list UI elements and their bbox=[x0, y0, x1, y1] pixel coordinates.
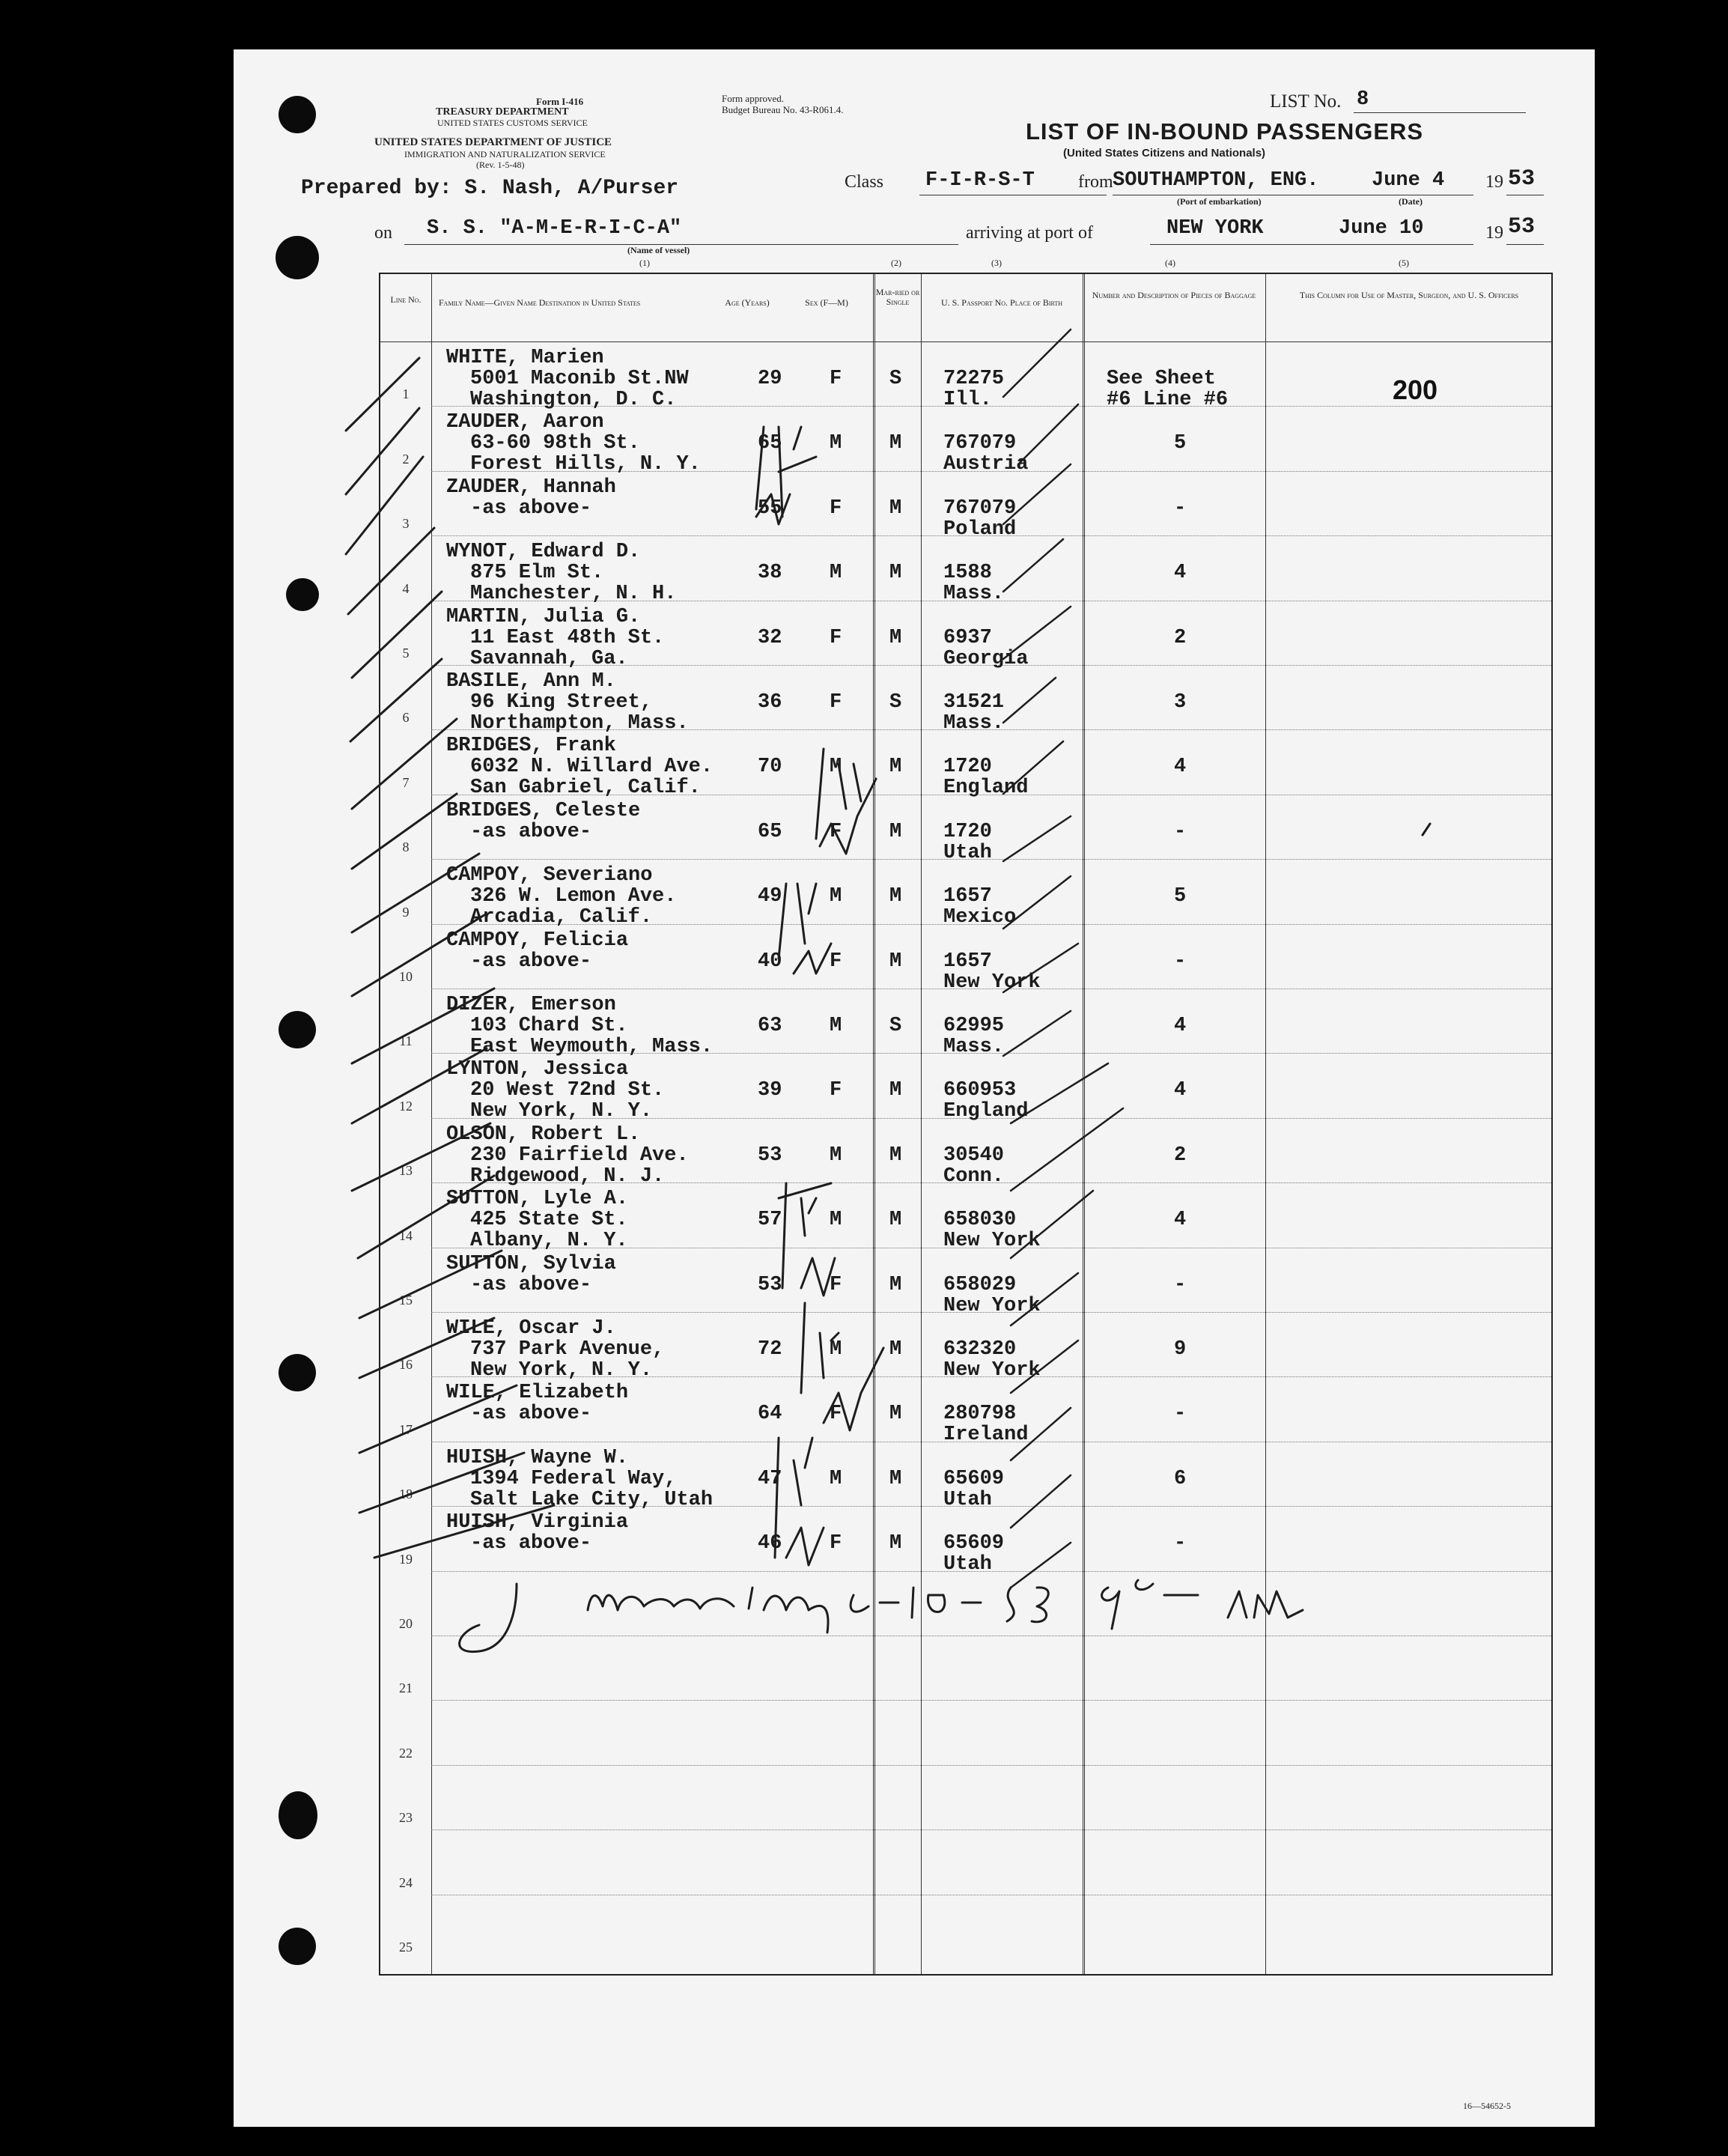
passport-number: 62995 bbox=[943, 1015, 1005, 1037]
baggage-count: 3 bbox=[1174, 691, 1187, 714]
passenger-city: Manchester, N. H. bbox=[470, 583, 677, 606]
line-number: 16 bbox=[399, 1357, 413, 1373]
binder-hole bbox=[286, 578, 319, 611]
passenger-address: 425 State St. bbox=[470, 1209, 628, 1232]
place-of-birth: Utah bbox=[943, 841, 992, 864]
passenger-age: 53 bbox=[758, 1144, 782, 1167]
col-divider bbox=[431, 274, 432, 1974]
passport-number: 280798 bbox=[943, 1403, 1017, 1426]
header-officers: This Column for Use of Master, Surgeon, and U. S. Officers bbox=[1299, 290, 1519, 300]
line-number: 1 bbox=[402, 386, 410, 402]
passenger-name: HUISH, Wayne W. bbox=[446, 1446, 629, 1469]
class-value: F-I-R-S-T bbox=[925, 169, 1035, 192]
passenger-marital-status: S bbox=[889, 691, 902, 714]
col-divider bbox=[1083, 274, 1085, 1974]
passenger-sex: F bbox=[830, 497, 842, 520]
line-number: 19 bbox=[399, 1551, 413, 1567]
col-divider bbox=[873, 274, 875, 1974]
place-of-birth: New York bbox=[943, 1294, 1041, 1317]
passenger-marital-status: S bbox=[889, 1015, 902, 1037]
binder-hole bbox=[279, 96, 316, 133]
baggage-count: 4 bbox=[1174, 1015, 1187, 1037]
baggage-count: - bbox=[1174, 1273, 1187, 1296]
baggage-count: 4 bbox=[1174, 756, 1187, 779]
passenger-sex: M bbox=[830, 1467, 842, 1490]
passenger-marital-status: M bbox=[889, 1209, 902, 1232]
baggage-count: 5 bbox=[1174, 885, 1187, 908]
passport-number: 31521 bbox=[943, 691, 1005, 714]
row-divider bbox=[431, 1765, 1551, 1766]
passenger-marital-status: S bbox=[889, 368, 902, 390]
baggage-count: 2 bbox=[1174, 1144, 1187, 1167]
header-passport: U. S. Passport No. Place of Birth bbox=[940, 297, 1063, 308]
list-number-label: LIST No. bbox=[1270, 91, 1342, 112]
place-of-birth: England bbox=[943, 1100, 1029, 1123]
arrival-year-prefix: 19 bbox=[1485, 223, 1503, 243]
arrival-year: 53 bbox=[1508, 214, 1536, 240]
passenger-age: 38 bbox=[758, 562, 782, 585]
line-number: 25 bbox=[399, 1940, 413, 1955]
passenger-address: 63-60 98th St. bbox=[470, 432, 640, 455]
binder-hole bbox=[279, 1011, 316, 1048]
baggage-count: 4 bbox=[1174, 562, 1187, 585]
arrival-line bbox=[1150, 217, 1473, 245]
passenger-address: -as above- bbox=[470, 1403, 592, 1426]
passenger-marital-status: M bbox=[889, 1144, 902, 1167]
passenger-age: 40 bbox=[758, 950, 782, 973]
passenger-sex: F bbox=[830, 950, 842, 973]
baggage-count: 2 bbox=[1174, 626, 1187, 649]
vessel-line bbox=[404, 217, 958, 245]
passenger-sex: F bbox=[830, 1532, 842, 1555]
place-of-birth: Ireland bbox=[943, 1424, 1029, 1447]
passenger-age: 65 bbox=[758, 820, 782, 843]
header-divider bbox=[380, 341, 1551, 342]
passport-number: 658029 bbox=[943, 1273, 1017, 1296]
place-of-birth: New York bbox=[943, 971, 1041, 994]
line-number: 5 bbox=[402, 646, 410, 661]
passenger-address: -as above- bbox=[470, 1273, 592, 1296]
binder-hole bbox=[276, 236, 319, 279]
passenger-city: Salt Lake City, Utah bbox=[470, 1488, 714, 1511]
baggage-count: See Sheet bbox=[1107, 368, 1216, 390]
passport-number: 658030 bbox=[943, 1209, 1017, 1232]
passenger-marital-status: M bbox=[889, 820, 902, 843]
baggage-count: - bbox=[1174, 497, 1187, 520]
place-of-birth: Mass. bbox=[943, 583, 1005, 606]
line-number: 13 bbox=[399, 1163, 413, 1179]
passenger-marital-status: M bbox=[889, 1338, 902, 1361]
passenger-marital-status: M bbox=[889, 497, 902, 520]
baggage-count: 4 bbox=[1174, 1209, 1187, 1232]
class-label: Class bbox=[845, 172, 884, 192]
passenger-address: -as above- bbox=[470, 1532, 592, 1555]
line-number: 23 bbox=[399, 1810, 413, 1826]
baggage-count: 4 bbox=[1174, 1079, 1187, 1102]
embark-year: 53 bbox=[1508, 166, 1536, 192]
passenger-sex: M bbox=[830, 562, 842, 585]
place-of-birth: Poland bbox=[943, 517, 1017, 541]
embark-port-caption: (Port of embarkation) bbox=[1177, 196, 1262, 207]
date-caption: (Date) bbox=[1399, 196, 1423, 207]
passenger-sex: M bbox=[830, 1338, 842, 1361]
embark-year-prefix: 19 bbox=[1485, 172, 1503, 192]
passenger-sex: F bbox=[830, 368, 842, 390]
form-revision: (Rev. 1-5-48) bbox=[476, 160, 525, 170]
passenger-age: 72 bbox=[758, 1338, 782, 1361]
baggage-count: 9 bbox=[1174, 1338, 1187, 1361]
passenger-address: 11 East 48th St. bbox=[470, 626, 665, 649]
passenger-name: LYNTON, Jessica bbox=[446, 1058, 629, 1081]
page-title: LIST OF IN-BOUND PASSENGERS bbox=[1026, 118, 1424, 145]
header-married: Mar-ried or Single bbox=[875, 287, 920, 307]
passenger-marital-status: M bbox=[889, 1467, 902, 1490]
passenger-marital-status: M bbox=[889, 626, 902, 649]
passenger-name: SUTTON, Sylvia bbox=[446, 1252, 616, 1275]
passenger-sex: F bbox=[830, 820, 842, 843]
passenger-marital-status: M bbox=[889, 885, 902, 908]
baggage-count: 6 bbox=[1174, 1467, 1187, 1490]
passport-number: 30540 bbox=[943, 1144, 1005, 1167]
passenger-name: CAMPOY, Severiano bbox=[446, 864, 653, 887]
passport-number: 660953 bbox=[943, 1079, 1017, 1102]
on-label: on bbox=[374, 223, 392, 243]
passenger-age: 32 bbox=[758, 626, 782, 649]
arriving-label: arriving at port of bbox=[966, 223, 1093, 243]
passenger-sex: F bbox=[830, 1273, 842, 1296]
passenger-address: 737 Park Avenue, bbox=[470, 1338, 665, 1361]
baggage-note: #6 Line #6 bbox=[1107, 389, 1229, 411]
place-of-birth: Utah bbox=[943, 1488, 992, 1511]
passport-number: 1657 bbox=[943, 885, 992, 908]
baggage-count: - bbox=[1174, 1532, 1187, 1555]
passenger-name: WYNOT, Edward D. bbox=[446, 541, 641, 564]
passenger-age: 53 bbox=[758, 1273, 782, 1296]
line-number: 2 bbox=[402, 451, 410, 467]
col-num-2: (2) bbox=[891, 258, 901, 268]
passport-number: 1657 bbox=[943, 950, 992, 973]
line-number: 15 bbox=[399, 1293, 413, 1308]
binder-hole bbox=[279, 1791, 317, 1839]
place-of-birth: Mass. bbox=[943, 1036, 1005, 1058]
embark-port-line bbox=[1113, 169, 1382, 195]
passenger-city: New York, N. Y. bbox=[470, 1100, 653, 1123]
row-divider bbox=[431, 1829, 1551, 1830]
passenger-marital-status: M bbox=[889, 1079, 902, 1102]
place-of-birth: Utah bbox=[943, 1553, 992, 1576]
passenger-name: ZAUDER, Hannah bbox=[446, 476, 616, 499]
passenger-marital-status: M bbox=[889, 950, 902, 973]
passenger-address: -as above- bbox=[470, 820, 592, 843]
page-subtitle: (United States Citizens and Nationals) bbox=[1063, 147, 1266, 160]
passport-number: 632320 bbox=[943, 1338, 1017, 1361]
passport-number: 65609 bbox=[943, 1532, 1005, 1555]
passenger-address: 96 King Street, bbox=[470, 691, 653, 714]
line-number: 14 bbox=[399, 1227, 413, 1243]
line-number: 4 bbox=[402, 580, 410, 596]
line-number: 18 bbox=[399, 1487, 413, 1502]
passenger-address: 326 W. Lemon Ave. bbox=[470, 885, 677, 908]
passenger-sex: F bbox=[830, 626, 842, 649]
passenger-city: East Weymouth, Mass. bbox=[470, 1036, 714, 1058]
line-number: 7 bbox=[402, 774, 410, 790]
passenger-address: 6032 N. Willard Ave. bbox=[470, 756, 714, 779]
col-divider bbox=[921, 274, 922, 1974]
baggage-count: - bbox=[1174, 950, 1187, 973]
passenger-marital-status: M bbox=[889, 1532, 902, 1555]
passenger-age: 63 bbox=[758, 1015, 782, 1037]
officer-note: 200 bbox=[1393, 374, 1438, 405]
line-number: 12 bbox=[399, 1098, 413, 1114]
passport-number: 1720 bbox=[943, 820, 992, 843]
col-num-3: (3) bbox=[991, 258, 1002, 268]
place-of-birth: England bbox=[943, 777, 1029, 800]
passenger-age: 65 bbox=[758, 432, 782, 455]
passenger-age: 47 bbox=[758, 1467, 782, 1490]
place-of-birth: Ill. bbox=[943, 389, 992, 411]
passenger-city: Washington, D. C. bbox=[470, 389, 677, 411]
dept-treasury: TREASURY DEPARTMENT bbox=[436, 106, 569, 118]
passenger-name: CAMPOY, Felicia bbox=[446, 929, 629, 952]
passenger-marital-status: M bbox=[889, 562, 902, 585]
arrival-port: NEW YORK bbox=[1166, 217, 1264, 240]
col-num-5: (5) bbox=[1399, 258, 1409, 268]
passenger-marital-status: M bbox=[889, 1273, 902, 1296]
passenger-name: WILE, Oscar J. bbox=[446, 1317, 616, 1340]
passenger-age: 46 bbox=[758, 1532, 782, 1555]
embark-date: June 4 bbox=[1372, 169, 1445, 192]
baggage-count: - bbox=[1174, 1403, 1187, 1426]
passenger-age: 70 bbox=[758, 756, 782, 779]
passenger-sex: M bbox=[830, 756, 842, 779]
passenger-address: 20 West 72nd St. bbox=[470, 1079, 665, 1102]
from-label: from bbox=[1078, 172, 1113, 192]
place-of-birth: Georgia bbox=[943, 647, 1029, 670]
passenger-sex: F bbox=[830, 1079, 842, 1102]
line-number: 10 bbox=[399, 969, 413, 984]
place-of-birth: New York bbox=[943, 1230, 1041, 1253]
budget-bureau: Budget Bureau No. 43-R061.4. bbox=[722, 104, 844, 115]
passport-number: 1588 bbox=[943, 562, 992, 585]
arrival-year-line bbox=[1506, 214, 1544, 245]
passenger-address: 230 Fairfield Ave. bbox=[470, 1144, 689, 1167]
line-number: 9 bbox=[402, 904, 410, 920]
passenger-city: Albany, N. Y. bbox=[470, 1230, 628, 1253]
place-of-birth: Mass. bbox=[943, 712, 1005, 735]
place-of-birth: New York bbox=[943, 1359, 1041, 1382]
passenger-city: San Gabriel, Calif. bbox=[470, 777, 701, 800]
header-baggage: Number and Description of Pieces of Baggage bbox=[1092, 290, 1256, 300]
passenger-address: 5001 Maconib St.NW bbox=[470, 368, 689, 390]
passenger-age: 64 bbox=[758, 1403, 782, 1426]
passenger-address: 1394 Federal Way, bbox=[470, 1467, 677, 1490]
passenger-name: DIZER, Emerson bbox=[446, 994, 616, 1016]
header-name: Family Name—Given Name Destination in United States bbox=[439, 297, 641, 308]
list-number: 8 bbox=[1357, 88, 1369, 111]
passenger-city: Savannah, Ga. bbox=[470, 647, 628, 670]
line-number: 11 bbox=[399, 1033, 413, 1049]
line-number: 6 bbox=[402, 710, 410, 726]
passenger-city: Arcadia, Calif. bbox=[470, 906, 653, 929]
passenger-age: 57 bbox=[758, 1209, 782, 1232]
place-of-birth: Mexico bbox=[943, 906, 1017, 929]
passenger-name: BASILE, Ann M. bbox=[446, 670, 616, 693]
place-of-birth: Austria bbox=[943, 453, 1029, 476]
passenger-name: WHITE, Marien bbox=[446, 347, 604, 369]
binder-hole bbox=[279, 1928, 316, 1965]
header-sex: Sex (F—M) bbox=[805, 297, 848, 308]
passenger-sex: F bbox=[830, 691, 842, 714]
line-number: 21 bbox=[399, 1680, 413, 1696]
passenger-marital-status: M bbox=[889, 1403, 902, 1426]
passenger-sex: M bbox=[830, 432, 842, 455]
line-number: 8 bbox=[402, 839, 410, 855]
embark-date-line bbox=[1369, 169, 1473, 195]
passenger-sex: M bbox=[830, 885, 842, 908]
passenger-marital-status: M bbox=[889, 756, 902, 779]
passenger-name: ZAUDER, Aaron bbox=[446, 411, 604, 434]
dept-immigration: IMMIGRATION AND NATURALIZATION SERVICE bbox=[404, 149, 606, 160]
header-age: Age (Years) bbox=[725, 297, 770, 308]
col-num-4: (4) bbox=[1165, 258, 1175, 268]
line-number: 22 bbox=[399, 1745, 413, 1761]
line-number: 17 bbox=[399, 1421, 413, 1437]
passport-number: 72275 bbox=[943, 368, 1005, 390]
passenger-city: New York, N. Y. bbox=[470, 1359, 653, 1382]
form-approved: Form approved. bbox=[722, 93, 785, 104]
row-divider bbox=[431, 1700, 1551, 1701]
passenger-address: 875 Elm St. bbox=[470, 562, 604, 585]
col-num-1: (1) bbox=[639, 258, 650, 268]
embark-port: SOUTHAMPTON, ENG. bbox=[1113, 169, 1319, 192]
passport-number: 767079 bbox=[943, 432, 1017, 455]
baggage-count: 5 bbox=[1174, 432, 1187, 455]
embark-year-line bbox=[1506, 166, 1544, 195]
passenger-marital-status: M bbox=[889, 432, 902, 455]
vessel-name: S. S. "A-M-E-R-I-C-A" bbox=[427, 217, 682, 240]
passenger-name: WILE, Elizabeth bbox=[446, 1382, 629, 1405]
place-of-birth: Conn. bbox=[943, 1164, 1005, 1188]
passenger-name: BRIDGES, Frank bbox=[446, 735, 616, 758]
list-number-line bbox=[1354, 88, 1526, 113]
passenger-age: 49 bbox=[758, 885, 782, 908]
col-divider bbox=[1265, 274, 1266, 1974]
baggage-count: - bbox=[1174, 820, 1187, 843]
passenger-address: 103 Chard St. bbox=[470, 1015, 628, 1037]
footer-code: 16—54652-5 bbox=[1463, 2101, 1511, 2111]
passenger-city: Forest Hills, N. Y. bbox=[470, 453, 701, 476]
passenger-age: 39 bbox=[758, 1079, 782, 1102]
passenger-name: SUTTON, Lyle A. bbox=[446, 1188, 629, 1211]
passenger-sex: F bbox=[830, 1403, 842, 1426]
passenger-sex: M bbox=[830, 1209, 842, 1232]
form-number: Form I-416 bbox=[536, 96, 584, 107]
passport-number: 767079 bbox=[943, 497, 1017, 520]
passenger-name: BRIDGES, Celeste bbox=[446, 799, 641, 822]
passenger-name: MARTIN, Julia G. bbox=[446, 605, 641, 628]
passenger-city: Northampton, Mass. bbox=[470, 712, 689, 735]
dept-customs: UNITED STATES CUSTOMS SERVICE bbox=[437, 118, 588, 128]
passenger-age: 55 bbox=[758, 497, 782, 520]
passenger-age: 29 bbox=[758, 368, 782, 390]
passenger-name: OLSON, Robert L. bbox=[446, 1123, 641, 1146]
line-number: 24 bbox=[399, 1874, 413, 1890]
passport-number: 1720 bbox=[943, 756, 992, 779]
vessel-caption: (Name of vessel) bbox=[627, 245, 690, 255]
passport-number: 65609 bbox=[943, 1467, 1005, 1490]
arrival-date: June 10 bbox=[1339, 217, 1424, 240]
line-number: 3 bbox=[402, 516, 410, 532]
passenger-city: Ridgewood, N. J. bbox=[470, 1164, 665, 1188]
passenger-sex: M bbox=[830, 1015, 842, 1037]
line-number: 20 bbox=[399, 1616, 413, 1631]
header-line-no: Line No. bbox=[390, 294, 422, 305]
prepared-by: Prepared by: S. Nash, A/Purser bbox=[301, 177, 679, 200]
binder-hole bbox=[279, 1354, 316, 1391]
passenger-address: -as above- bbox=[470, 497, 592, 520]
passport-number: 6937 bbox=[943, 626, 992, 649]
passenger-address: -as above- bbox=[470, 950, 592, 973]
passenger-table bbox=[379, 273, 1553, 1976]
passenger-age: 36 bbox=[758, 691, 782, 714]
passenger-name: HUISH, Virginia bbox=[446, 1511, 629, 1534]
passenger-sex: M bbox=[830, 1144, 842, 1167]
dept-justice: UNITED STATES DEPARTMENT OF JUSTICE bbox=[374, 136, 612, 148]
